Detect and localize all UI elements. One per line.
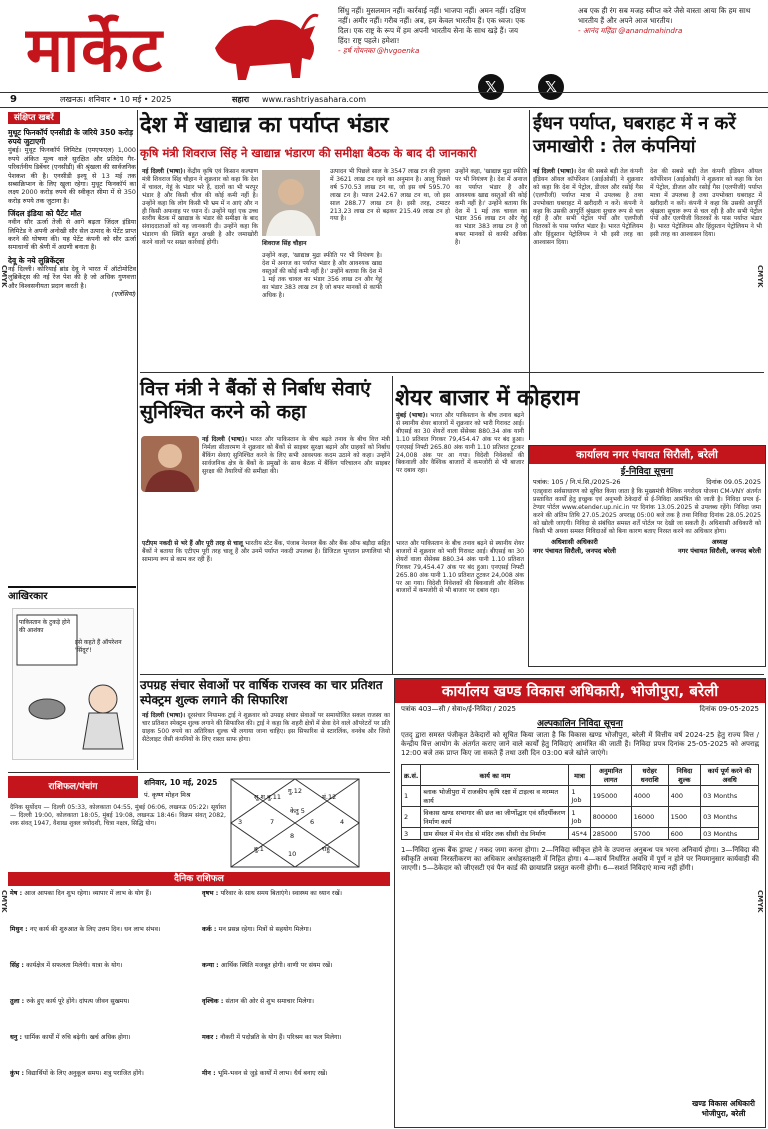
tender-date: दिनांक 09.05.2025 (706, 478, 761, 486)
table-cell: 03 Months (701, 786, 759, 807)
brief-text: मुंबई। मुथूट फिनकॉर्प लिमिटेड (एमएफएल) 1,000 रुपये अंकित मूल्य वाले सुरक्षित और प्रतिदेय गैर-परिवर्तनीय डिबेंचर (एनसीडी) की श्रृंखला की सार्वजनिक पेशकश की है। एनसीडी इश्यू से 13 मई तक सब्सक्रिप्शन के लिए खुला रहेगा। मुथूट फिनकॉर्प का लक्ष्य 2000 करोड़ रुपये की स्वीकृत सीमा में से 350 करोड़ रुपये तक जुटाना है। (8, 146, 136, 205)
rashi-item (202, 998, 388, 1006)
table-cell: 03 Months (701, 828, 759, 840)
brief-text: नवीन सौर ऊर्जा तेजी से आगे बढ़ता जिंदल इंडिया लिमिटेड ने अपनी अनोखी सौर सेल उत्पाद के पेटेंट प्राप्त करने की घोषणा की। यह पेटेंट कंपनी को सौर ऊर्जा समाधानों की श्रेणी में अग्रणी बनाता है। (8, 218, 136, 252)
cartoon-caption: पाकिस्तान के टुकड़े होने की आशंका (19, 619, 71, 634)
page-number: 9 (10, 94, 17, 105)
story-text: दूरसंचार नियामक ट्राई ने शुक्रवार को उपग्रह संचार सेवाओं पर समायोजित सकल राजस्व का चार प्रतिशत स्पेक्ट्रम शुल्क लगाने की सिफारिश की। ट्राई ने कहा कि शहरी क्षेत्रों में सेवा देने वाले ऑपरेटरों पर प्रति ग्राहक 500 रुपये का अतिरिक्त शुल्क भी लगाया जाना चाहिए। इस सिफारिश से स्टारलिंक, वनवेब और जियो सैटेलाइट जैसी कंपनियों के लिए रास्ता साफ होगा। (142, 712, 390, 743)
rashi-text: परिवार के साथ समय बिताएंगे। स्वास्थ्य का ध्यान रखें। (220, 890, 342, 897)
table-row (402, 828, 759, 840)
quote-text: सिंधु नहीं। मुसलमान नहीं। कार्रवाई नहीं। भाजपा नहीं। अमन नहीं। दक्षिण नहीं। अमीर नहीं। गरीब नहीं। अब, हम केवल भारतीय हैं। एक ध्वज। एक दिल। एक राष्ट्र के रूप में हम अपनी भारतीय सेना के साथ खड़े हैं। जय हिंद! राष्ट्र पहले। हमेशा! (338, 6, 526, 45)
finance-minister-photo (141, 436, 199, 492)
table-cell: 1 (402, 786, 421, 807)
tender2-intro: एतद् द्वारा समस्त पंजीकृत ठेकेदारों को सूचित किया जाता है कि विकास खण्ड भोजीपुरा, बरेली में वित्तीय वर्ष 2024-25 हेतु राज्य वित्त / केन्द्रीय वित्त आयोग के अंतर्गत कराए जाने वाले कार्यों हेतु निविदाएं आमंत्रित की जाती हैं। निविदा प्रपत्र दिनांक 25-05-2025 को अपराह्न 12:00 बजे तक प्राप्त किए जा सकते हैं तथा उसी दिन 03:00 बजे खोले जाएंगे। (401, 731, 759, 757)
main-story-col4: उन्होंने कहा, 'खाद्यान्न मुद्रा स्फीति पर भी नियंत्रण है। देश में अनाज का पर्याप्त भंडार है और आवश्यक खाद्य वस्तुओं की कोई कमी नहीं है।' उन्होंने बताया कि देश में 1 मई तक चावल का भंडार 356 लाख टन और गेहूं का भंडार 383 लाख टन है जो बफर मानकों से काफी अधिक है। (455, 168, 527, 247)
table-cell: 800000 (590, 807, 631, 828)
kundli-cell: 10 (288, 850, 297, 858)
tender-text: एतद्द्वारा सर्वसाधारण को सूचित किया जाता है कि मुख्यमंत्री वैश्विक नगरोदय योजना CM-VNY अंतर्गत प्रस्तावित कार्यों हेतु इच्छुक एवं अनुभवी ठेकेदारों से ई-निविदा आमंत्रित की जाती है। निविदा प्रपत्र ई-टेण्डर पोर्टल www.etender.up.nic.in पर दिनांक 13.05.2025 से उपलब्ध रहेंगे। निविदा जमा करने की अंतिम तिथि 27.05.2025 अपराह्न 05:00 बजे तक है तथा निविदा दिनांक 28.05.2025 को खोली जाएगी। निविदा से संबंधित समस्त शर्तें पोर्टल पर देखी जा सकती हैं। अधिशासी अधिकारी को किसी भी अथवा समस्त निविदाओं को बिना कारण बताए निरस्त करने का अधिकार होगा। (533, 488, 761, 535)
main-story-col2: उन्होंने कहा, 'खाद्यान्न मुद्रा स्फीति पर भी नियंत्रण है। देश में अनाज का पर्याप्त भंडार है और आवश्यक खाद्य वस्तुओं की कोई कमी नहीं है।' उन्होंने बताया कि देश में 1 मई तक चावल का भंडार 356 लाख टन और गेहूं का भंडार 383 लाख टन है जो बफर मानकों से काफी अधिक है। (262, 252, 382, 299)
table-header: धरोहर धनराशि (631, 765, 668, 786)
table-header: निविदा शुल्क (668, 765, 701, 786)
tender-sirauli (528, 445, 766, 667)
main-headline: देश में खाद्यान्न का पर्याप्त भंडार (140, 113, 389, 138)
divider (140, 674, 764, 675)
table-cell: 1 Job (569, 786, 590, 807)
story-text: भारतीय स्टेट बैंक, पंजाब नेशनल बैंक और बैंक ऑफ बड़ौदा सहित बैंकों ने बताया कि एटीएम पूरी तरह चालू हैं और उनमें पर्याप्त नकदी उपलब्ध है। डिजिटल भुगतान प्रणालियां भी सामान्य रूप से काम कर रही हैं। (142, 540, 390, 563)
bull-icon (210, 8, 320, 84)
finance-headline: वित्त मंत्री ने बैंकों से निर्बाध सेवाएं सुनिश्चित करने को कहा (140, 378, 371, 423)
rashi-text: धार्मिक कार्यों में रुचि बढ़ेगी। खर्च अधिक होगा। (24, 1034, 131, 1041)
table-cell: 285000 (590, 828, 631, 840)
column-divider (392, 376, 393, 674)
photo-caption: शिवराज सिंह चौहान (262, 240, 307, 247)
table-cell: 1500 (668, 807, 701, 828)
rashi-text: आज आपका दिन शुभ रहेगा। व्यापार में लाभ के योग हैं। (24, 890, 152, 897)
x-logo-icon: 𝕏 (538, 74, 564, 100)
subsection-title: एटीएम नकदी से भरे हैं और पूरी तरह से चालू (142, 540, 243, 547)
tender2-office: कार्यालय खण्ड विकास अधिकारी, भोजीपुरा, बरेली (395, 679, 765, 703)
main-subhead: कृषि मंत्री शिवराज सिंह ने खाद्यान्न भंडारण की समीक्षा बैठक के बाद दी जानकारी (140, 146, 477, 160)
kundli-cell: गु.12 (288, 787, 302, 795)
minister-photo (262, 170, 320, 236)
tender2-signer-sub: भोजीपुरा, बरेली (701, 1109, 746, 1118)
quote-text: अब एक ही रंग सब मजह स्वीप्त करे जैसे वास्ता आया कि हम साथ भारतीय हैं और अपने आज भारतीय। (578, 6, 751, 25)
rashi-name: कन्या : (202, 962, 221, 969)
rashi-item (10, 1070, 196, 1078)
telecom-story-text (142, 712, 390, 744)
table-row (402, 786, 759, 807)
briefs-header: संक्षिप्त खबरें (8, 112, 60, 124)
rashi-item (10, 926, 196, 934)
tender-sign-right: अध्यक्ष (711, 538, 728, 547)
table-row (402, 807, 759, 828)
quote-author: - हर्ष गोयनका @hvgoenka (338, 46, 420, 55)
masthead (0, 0, 768, 96)
table-cell: 16000 (631, 807, 668, 828)
rashi-name: मकर : (202, 1034, 221, 1041)
story-text: भारत और पाकिस्तान के बीच तनाव बढ़ने से स्थानीय शेयर बाजारों में शुक्रवार को भारी गिरावट आई। बीएसई का 30 शेयरों वाला सेंसेक्स 880.34 अंक यानी 1.10 प्रतिशत गिरकर 79,454.47 अंक पर बंद हुआ। एनएसई निफ्टी 265.80 अंक यानी 1.10 प्रतिशत टूटकर 24,008 अंक पर आ गया। विदेशी निवेशकों की बिकवाली और वैश्विक बाजारों में कमजोरी से भी बाजार पर दबाव रहा। (396, 412, 524, 475)
rashifal-list (10, 890, 390, 1120)
table-header: कार्य पूर्ण करने की अवधि (701, 765, 759, 786)
rashi-text: नौकरी में पदोन्नति के योग हैं। परिश्रम का फल मिलेगा। (220, 1034, 342, 1041)
table-cell: 5700 (631, 828, 668, 840)
rashi-name: सिंह : (10, 962, 27, 969)
rashi-item (202, 926, 388, 934)
fuel-story-col2: देश की सबसे बड़ी तेल कंपनी इंडियन ऑयल कॉर्पोरेशन (आईओसी) ने शुक्रवार को कहा कि देश में पेट्रोल, डीजल और रसोई गैस (एलपीजी) पर्याप्त मात्रा में उपलब्ध है तथा उपभोक्ता घबराहट में खरीदारी न करें। कंपनी ने कहा कि उसकी आपूर्ति श्रृंखला सुचारु रूप से चल रही है और सभी पेट्रोल पंपों और एलपीजी वितरकों के पास पर्याप्त भंडार है। भारत पेट्रोलियम और हिंदुस्तान पेट्रोलियम ने भी इसी तरह का आश्वासन दिया। (650, 168, 762, 239)
rashi-item (202, 1034, 388, 1042)
kundli-labels (230, 778, 360, 868)
story-text: केंद्रीय कृषि एवं किसान कल्याण मंत्री शिवराज सिंह चौहान ने शुक्रवार को कहा कि देश में चावल, गेहूं के भंडार भरे हैं, दालों का भी भरपूर भंडार है और किसी चीज की कोई कमी नहीं है। उन्होंने कहा कि लोग किसी भी भ्रम में न आएं और न ही किसी अफवाह पर ध्यान दें। उन्होंने यहां एक उच्च स्तरीय बैठक में खाद्यान्न के भंडार की समीक्षा के बाद संवाददाताओं को यह जानकारी दी। उन्होंने कहा कि भंडारण की स्थिति बहुत अच्छी है और जमाखोरी करने वालों पर सख्त कार्रवाई होगी। (142, 168, 259, 247)
quote-author: - आनंद महिंद्रा @anandmahindra (578, 26, 683, 35)
kundli-cell: 6 (310, 818, 315, 826)
kundli-cell: मं.12 (322, 793, 337, 801)
rashi-name: कुंभ : (10, 1070, 27, 1077)
finance-subsection (142, 540, 390, 564)
sahara-logo: सहारा (232, 95, 250, 104)
main-story-col3: उत्पादन भी पिछले साल के 3547 लाख टन की तुलना में 3621 लाख टन रहने का अनुमान है। आलू पिछले वर्ष 570.53 लाख टन था, जो इस वर्ष 595.70 लाख टन है। प्याज 242.67 लाख टन था, जो इस साल 288.77 लाख टन है। इसी तरह, टमाटर 213.23 लाख टन से बढ़कर 215.49 लाख टन हो गया है। (330, 168, 450, 223)
tender-bhojipura (394, 678, 766, 1128)
kundli-cell: राहु (322, 845, 330, 853)
table-cell: ब्लाक भोजीपुरा में राजकीय कृषि रक्षा में टाइल्स व मरम्मत कार्य (421, 786, 569, 807)
rashi-text: कार्यक्षेत्र में सफलता मिलेगी। यात्रा के योग। (26, 962, 123, 969)
divider (140, 372, 764, 373)
story-text: देश की सबसे बड़ी तेल कंपनी इंडियन ऑयल कॉर्पोरेशन (आईओसी) ने शुक्रवार को कहा कि देश में पेट्रोल, डीजल और रसोई गैस (एलपीजी) पर्याप्त मात्रा में उपलब्ध है तथा उपभोक्ता घबराहट में खरीदारी न करें। कंपनी ने कहा कि उसकी आपूर्ति श्रृंखला सुचारु रूप से चल रही है और सभी पेट्रोल पंपों और एलपीजी वितरकों के पास पर्याप्त भंडार है। भारत पेट्रोलियम और हिंदुस्तान पेट्रोलियम ने भी इसी तरह का आश्वासन दिया। (533, 168, 643, 247)
tender-office: कार्यालय नगर पंचायत सिरौली, बरेली (529, 446, 765, 464)
table-cell: 1 Job (569, 807, 590, 828)
cmyk-mark: CMYK (756, 890, 764, 913)
kundli-cell: 8 (290, 832, 295, 840)
dateline: नई दिल्ली (भाषा)। (202, 436, 247, 443)
table-header: अनुमानित लागत (590, 765, 631, 786)
cartoon (12, 608, 134, 760)
rashi-name: वृश्चिक : (202, 998, 226, 1005)
tender2-signer: खण्ड विकास अधिकारी (692, 1099, 755, 1108)
tender-sign-left-sub: नगर पंचायत सिरौली, जनपद बरेली (533, 547, 616, 556)
column-divider (137, 110, 138, 770)
rashi-text: नए कार्य की शुरुआत के लिए उत्तम दिन। धन लाभ संभव। (29, 926, 161, 933)
rashi-text: आर्थिक स्थिति मजबूत होगी। वाणी पर संयम रखें। (220, 962, 333, 969)
table-cell: विकास खण्ड सभागार की छत का जीर्णोद्धार एवं सौंदर्यीकरण निर्माण कार्य (421, 807, 569, 828)
issue-date: लखनऊ। शनिवार • 10 मई • 2025 (60, 95, 172, 104)
tender2-conditions: 1—निविदा शुल्क बैंक ड्राफ्ट / नकद जमा करना होगा। 2—निविदा स्वीकृत होने के उपरान्त अनुबन्ध पत्र भरना अनिवार्य होगा। 3—निविदा की स्वीकृति अथवा निरस्तीकरण का अधिकार अधोहस्ताक्षरी में निहित होगा। 4—कार्य निर्धारित अवधि में पूर्ण न होने पर नियमानुसार कार्यवाही की जाएगी। 5—ठेकेदार को जीएसटी एवं पैन कार्ड की छायाप्रति प्रस्तुत करनी होगी। 6—सशर्त निविदाएं मान्य नहीं होंगी। (401, 846, 759, 872)
fuel-story-col1 (533, 168, 643, 247)
dateline: मुंबई (भाषा)। (396, 412, 428, 419)
rashi-name: मीन : (202, 1070, 218, 1077)
brief-title: जिंदल इंडिया को पैटेंट मौत (8, 209, 82, 219)
finance-story-text (202, 436, 390, 476)
rashi-item (10, 962, 196, 970)
aakhirkar-header: आखिरकार (8, 586, 136, 604)
rashifal-date: शनिवार, 10 मई, 2025 (144, 778, 218, 787)
table-cell: ग्राम सेंथल में मेन रोड से मंदिर तक सीसी रोड निर्माण (421, 828, 569, 840)
tender2-ref: पत्रांक 403—सी / सेवा०/ई-निविदा / 2025 (401, 705, 516, 713)
dateline: नई दिल्ली (भाषा)। (142, 168, 186, 175)
brief-title: मुथूट फिनकॉर्प एनसीडी के जरिये 350 करोड़ रुपये जुटाएगी (8, 128, 133, 147)
rashifal-pandit: पं. कृष्ण मोहन मिश्र (144, 791, 191, 799)
person-icon (141, 436, 199, 492)
tender-sign-left: अधिशासी अधिकारी (551, 538, 598, 547)
table-cell: 45*4 (569, 828, 590, 840)
table-header: मात्रा (569, 765, 590, 786)
section-logo: मार्केट (26, 13, 164, 86)
tender-notice-title: ई-निविदा सूचना (620, 467, 674, 477)
table-cell: 2 (402, 807, 421, 828)
kundli-cell: 7 (270, 818, 275, 826)
source-credit: (एजेंसियां) (111, 290, 136, 299)
table-cell: 600 (668, 828, 701, 840)
rashi-name: मिथुन : (10, 926, 30, 933)
panchang-header: राशिफल/पंचांग (8, 776, 138, 798)
rashi-item (10, 998, 196, 1006)
table-header: क्र.सं. (402, 765, 421, 786)
daily-rashifal-header: दैनिक राशिफल (8, 872, 390, 886)
person-icon (262, 170, 320, 236)
cmyk-mark: CMYK (756, 265, 764, 288)
rashi-item (202, 1070, 388, 1078)
tender2-date: दिनांक 09-05-2025 (699, 705, 759, 713)
rashi-name: धनु : (10, 1034, 25, 1041)
x-logo-icon: 𝕏 (478, 74, 504, 100)
main-story-col1 (142, 168, 258, 247)
table-cell: 03 Months (701, 807, 759, 828)
rashi-text: रुके हुए कार्य पूरे होंगे। दांपत्य जीवन सुखमय। (26, 998, 130, 1005)
quote-mahindra (578, 6, 768, 36)
rashi-text: भूमि-भवन से जुड़े कार्यों में लाभ। धैर्य बनाए रखें। (217, 1070, 328, 1077)
market-story-text (396, 412, 524, 475)
market-headline: शेयर बाजार में कोहराम (395, 386, 580, 411)
rashi-text: मन प्रसन्न रहेगा। मित्रों से सहयोग मिलेगा। (218, 926, 312, 933)
cmyk-mark: CMYK (0, 890, 8, 913)
kundli-cell: बु.1 (254, 845, 264, 853)
rashi-item (202, 890, 388, 898)
tender-sign-right-sub: नगर पंचायत सिरौली, जनपद बरेली (678, 547, 761, 556)
cmyk-mark: CMYK (0, 265, 8, 288)
table-header: कार्य का नाम (421, 765, 569, 786)
kundli-cell: 3 (238, 818, 243, 826)
market-story-text2: भारत और पाकिस्तान के बीच तनाव बढ़ने से स्थानीय शेयर बाजारों में शुक्रवार को भारी गिरावट आई। बीएसई का 30 शेयरों वाला सेंसेक्स 880.34 अंक यानी 1.10 प्रतिशत गिरकर 79,454.47 अंक पर बंद हुआ। एनएसई निफ्टी 265.80 अंक यानी 1.10 प्रतिशत टूटकर 24,008 अंक पर आ गया। विदेशी निवेशकों की बिकवाली और वैश्विक बाजारों में कमजोरी से भी बाजार पर दबाव रहा। (396, 540, 524, 595)
table-cell: 195000 (590, 786, 631, 807)
tender-ref: पत्रांक: 105 / नि.पं.सि./2025-26 (533, 478, 621, 486)
rashi-name: मेष : (10, 890, 25, 897)
rashi-name: कर्क : (202, 926, 219, 933)
table-cell: 3 (402, 828, 421, 840)
rashi-name: तुला : (10, 998, 27, 1005)
dateline: नई दिल्ली (भाषा)। (533, 168, 577, 175)
divider (8, 772, 390, 773)
cartoon-reply: इसे कहते हैं ऑपरेशन 'सिंदूर'! (75, 639, 122, 654)
rashi-text: विद्यार्थियों के लिए अनुकूल समय। शत्रु पराजित होंगे। (26, 1070, 144, 1077)
telecom-headline: उपग्रह संचार सेवाओं पर वार्षिक राजस्व का चार प्रतिशत स्पेक्ट्रम शुल्क लगाने की सिफारिश (140, 678, 383, 707)
kundli-cell: केतु 5 (290, 807, 305, 815)
tender2-table (401, 764, 759, 840)
kundli-cell: 4 (340, 818, 345, 826)
rashi-item (10, 890, 196, 898)
dateline: नई दिल्ली (भाषा)। (142, 712, 186, 719)
story-text: भारत और पाकिस्तान के बीच बढ़ते तनाव के बीच वित्त मंत्री निर्मला सीतारमण ने शुक्रवार को बैंकों से साइबर सुरक्षा बढ़ाने और ग्राहकों को निर्बाध बैंकिंग सेवाएं सुनिश्चित करने के लिए सभी आवश्यक कदम उठाने को कहा। उन्होंने सार्वजनिक क्षेत्र के बैंकों के प्रमुखों के साथ बैठक में बैंकिंग परिचालन और साइबर सुरक्षा की तैयारियों की समीक्षा की। (202, 436, 391, 475)
rashi-item (202, 962, 388, 970)
rashi-text: संतान की ओर से शुभ समाचार मिलेगा। (225, 998, 315, 1005)
table-cell: 400 (668, 786, 701, 807)
table-cell: 4000 (631, 786, 668, 807)
brief-text: नई दिल्ली। कोरियाई ब्रांड देवू ने भारत में ऑटोमोटिव लुब्रिकेंट्स की नई रेंज पेश की है जो अधिक गुणवत्ता और विश्वसनीयता प्रदान करती है। (8, 264, 136, 290)
brief-title: देवू के नये लुब्रिकेंट्स (8, 255, 65, 265)
rashi-item (10, 1034, 196, 1042)
website[interactable]: www.rashtriyasahara.com (262, 95, 367, 104)
tender2-notice-title: अल्पकालिन निविदा सूचना (537, 719, 623, 729)
date-bar (0, 92, 768, 108)
quote-goenka (338, 6, 528, 56)
rashi-name: वृषभ : (202, 890, 221, 897)
kundli-cell: सू.श.बु.11 (254, 793, 281, 801)
fuel-headline: ईंधन पर्याप्त, घबराहट में न करें जमाखोरी : तेल कंपनियां (533, 113, 736, 157)
panchang-text: दैनिक सूर्योदय — दिल्ली 05:33, कोलकाता 04:55, मुंबई 06:06, लखनऊ 05:22। सूर्यास्त — दिल्ली 19:00, कोलकाता 18:05, मुंबई 19:08, लखनऊ 18:46। विक्रम संवत् 2082, शक संवत् 1947, वैशाख शुक्ल त्रयोदशी, चित्रा नक्षत्र, सिद्धि योग। (10, 804, 226, 827)
